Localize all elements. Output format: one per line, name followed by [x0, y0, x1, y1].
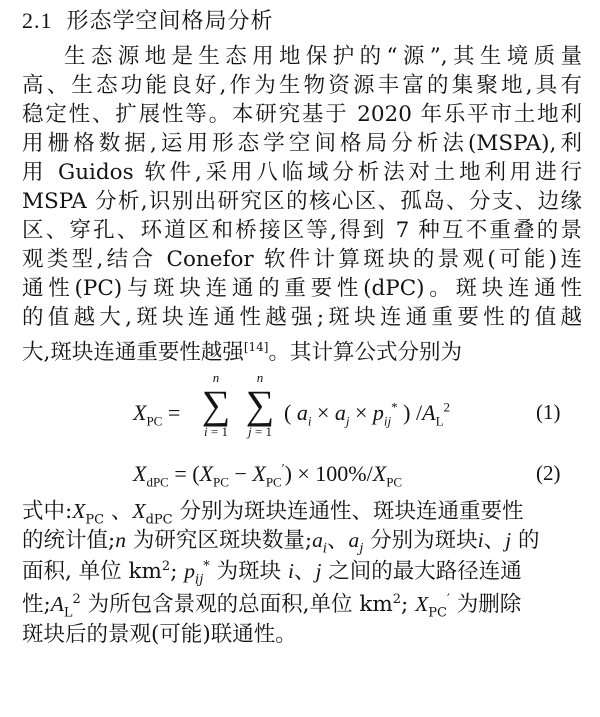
eq2-middle: = ( — [174, 461, 200, 486]
section-number: 2.1 — [22, 8, 53, 33]
paragraph-line: 生态源地是生态用地保护的“源”,其生境质量 — [64, 44, 582, 69]
paragraph-text: 分别为斑块连通性、斑块连通重要性 — [179, 499, 524, 524]
paragraph-line: 观类型,结合 Conefor 软件计算斑块的景观(可能)连 — [22, 247, 582, 272]
paragraph-text: 性; — [22, 592, 51, 617]
section-title: 形态学空间格局分析 — [66, 9, 274, 34]
paragraph-text: 式中: — [22, 499, 73, 524]
paragraph-text: 为所包含景观的总面积,单位 km — [87, 592, 393, 617]
paragraph-line: 用 Guidos 软件,采用八临域分析法对土地利用进行 — [22, 160, 582, 185]
paragraph-text: 为斑块 — [216, 559, 282, 584]
eq1-number: (1) — [536, 400, 561, 424]
eq2-tail: ) × 100%/ — [284, 461, 373, 486]
paragraph-line: MSPA 分析,识别出研究区的核心区、孤岛、分支、边缘 — [22, 189, 582, 214]
eq1-sum-j: n ∑ j = 1 — [245, 370, 275, 439]
paragraph-text: 分别为斑块 — [370, 528, 478, 553]
paragraph-text: 。其计算公式分别为 — [268, 340, 462, 366]
paragraph-line: 通性(PC)与斑块连通的重要性(dPC)。斑块连通性 — [22, 276, 582, 301]
paragraph-text: 面积, 单位 km — [22, 559, 162, 584]
paragraph-line: 斑块后的景观(可能)联通性。 — [22, 622, 297, 647]
eq1-lhs: $X_{PC}$ = — [133, 400, 181, 429]
paragraph-text: 大,斑块连通重要性越强 — [22, 340, 244, 366]
eq1-rhs: ( $a_i \times a_j \times p_{ij}^*$ ) $/A_L^2$ — [284, 399, 451, 429]
paragraph-text: 的 — [518, 528, 540, 553]
paragraph-text: 之间的最大路径连通 — [328, 559, 522, 584]
paragraph-line: 区、穿孔、环道区和桥接区等,得到 7 种互不重叠的景 — [22, 218, 582, 243]
section-heading — [22, 6, 274, 37]
paragraph-line: 稳定性、扩展性等。本研究基于 2020 年乐平市土地利 — [22, 102, 582, 127]
eq1-sum-i: n ∑ i = 1 — [201, 370, 231, 439]
paragraph-line: 的统计值;n 为研究区斑块数量$;a_i$、$a_j$ 分别为斑块i、j 的 — [22, 528, 540, 557]
paragraph-line-last — [22, 332, 582, 368]
paragraph-line: 式中$:X_{PC}$ 、$X_{dPC}$ 分别为斑块连通性、斑块连通重要性 — [22, 499, 524, 528]
paragraph-line: 高、生态功能良好,作为生物资源丰富的集聚地,具有 — [22, 73, 582, 98]
paragraph-line: 用栅格数据,运用形态学空间格局分析法(MSPA),利 — [22, 131, 582, 156]
eq2-body: $X_{dPC} = (X_{PC} - X_{PC}') \times 100\%/X_{PC}$ — [133, 460, 403, 490]
paragraph-line: 性$;A_L^2$ 为所包含景观的总面积,单位 $km^2$; $X_{PC}'$ 为删除 — [22, 591, 522, 621]
citation-ref: [14] — [243, 340, 269, 354]
eq2-number: (2) — [536, 461, 561, 485]
paragraph-text: 的统计值; — [22, 528, 116, 553]
paragraph-text: 为研究区斑块数量; — [132, 528, 313, 553]
paragraph-line: 的值越大,斑块连通性越强;斑块连通重要性的值越 — [22, 305, 582, 330]
paragraph-line: 面积, 单位 $km^2$; $p_{ij}^*$ 为斑块 i、j 之间的最大路径连通 — [22, 558, 522, 588]
paragraph-text: 为删除 — [456, 592, 522, 617]
